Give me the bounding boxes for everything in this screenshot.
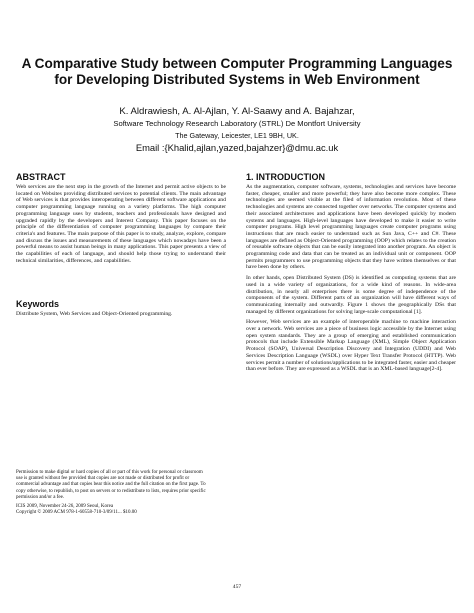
right-column [246, 172, 456, 377]
affiliation: Software Technology Research Laboratory (STRL) De Montfort University [113, 119, 361, 128]
page-number: 457 [232, 584, 242, 590]
paper-title: A Comparative Study between Computer Programming Languages for Developing Distributed Systems in Web Environment [21, 56, 453, 87]
intro-paragraph: However, Web services are an example of interoperable machine to machine interaction over a network. Web services are a piece of business logic accessible by the Internet using open system standards. They are a group of emerging and established communication protocols that include Extensible Markup Language (XML), Simple Object Application Protocol (SOAP), Universal Description Discovery and Integration (UDDI) and Web Services Description Language (WSDL) over Hyper Text Transfer Protocol (HTTP). Web services permit a number of solutions/applications to be integrated faster, easier and cheaper than ever before. They are expressed as a WSDL that is an XML-based language[2-4]. [246, 319, 456, 373]
author-list: K. Aldrawiesh, A. Al-Ajlan, Y. Al-Saawy and A. Bajahzar, [119, 106, 355, 117]
conference-info [16, 504, 226, 516]
introduction-heading: 1. INTRODUCTION [246, 172, 326, 182]
intro-paragraph: As the augmentation, computer software, systems, technologies and services have become faster, cheaper, smaller and more powerful; they have also become more complex. These technologies are seemed visible at the filed of information revolution. Most of these technologies and systems are connected together over networks. The computer systems and their associated architectures and applications have been developed quickly by modern systems and languages. High-level languages have developed to make it easier to write computer programs. High level programming languages create computer programs using instructions that are much easier to understand such as Sun Java, C++ and C#. These languages are defined as Object-Oriented programming (OOP) which relates to the creation of reusable software objects that can be easily integrated into another program. An object is programming code and data that can be treated as an individual unit or component. OOP permits programmers to use programming objects that they have written themselves or that have been done by others. [246, 184, 456, 271]
email: Email :{Khalid,ajlan,yazed,bajahzer}@dmu.ac.uk [135, 142, 339, 153]
keywords-text: Distribute System, Web Services and Object-Oriented programming. [16, 311, 173, 318]
address: The Gateway, Leicester, LE1 9BH, UK. [175, 131, 299, 140]
conference-line: ICIS 2009, November 24-26, 2009 Seoul, Korea [16, 504, 114, 509]
abstract-heading: ABSTRACT [16, 172, 66, 182]
keywords-heading: Keywords [16, 299, 60, 310]
copyright-line: Copyright © 2009 ACM 978-1-60558-710-3/09/11... $10.00 [16, 510, 137, 516]
permission-footnote: Permission to make digital or hard copies of all or part of this work for personal or classroom use is granted without fee provided that copies are not made or distributed for profit or commercial advantage and that copies bear this notice and the full citation on the first page. To copy otherwise, to republish, to post on servers or to redistribute to lists, requires prior specific permission and/or a fee. [16, 470, 206, 500]
intro-paragraph: In other hands, open Distributed System (DS) is identified as computing systems that are used in a wide variety of organizations, for a wide kind of reasons. In wide-area distribution, in nearly all enterprises there is some degree of independence of the components of the system. Different parts of an organization will have different ways of communicating internally and outwardly. Figure 1 shows the geographically DSs that managed by different organizations for solving large-scale computational [1]. [246, 275, 456, 315]
abstract-text: Web services are the next step in the growth of the Internet and permit active objects to be located on Websites providing distributed services to potential clients. The main advantage of Web services is that provides interoperating between different software applications and computer programming language running on a variety platforms. The high computer programming language uses by students, teachers and professionals have designed and upgraded rapidly by the developers and Interest Company. This paper focuses on the principle of the differentiation of computer programming languages by compare their criteria's and features. The main purpose of this paper is to study, analyze, explore, compare and discuss the issues and measurements of these languages which nowadays have been a powerful means to assist human beings in many applications. This paper presents a view of the capabilities of each of language, and should help those trying to understand their technical similarities, differences, and capabilities. [16, 184, 226, 264]
left-column [16, 172, 226, 322]
